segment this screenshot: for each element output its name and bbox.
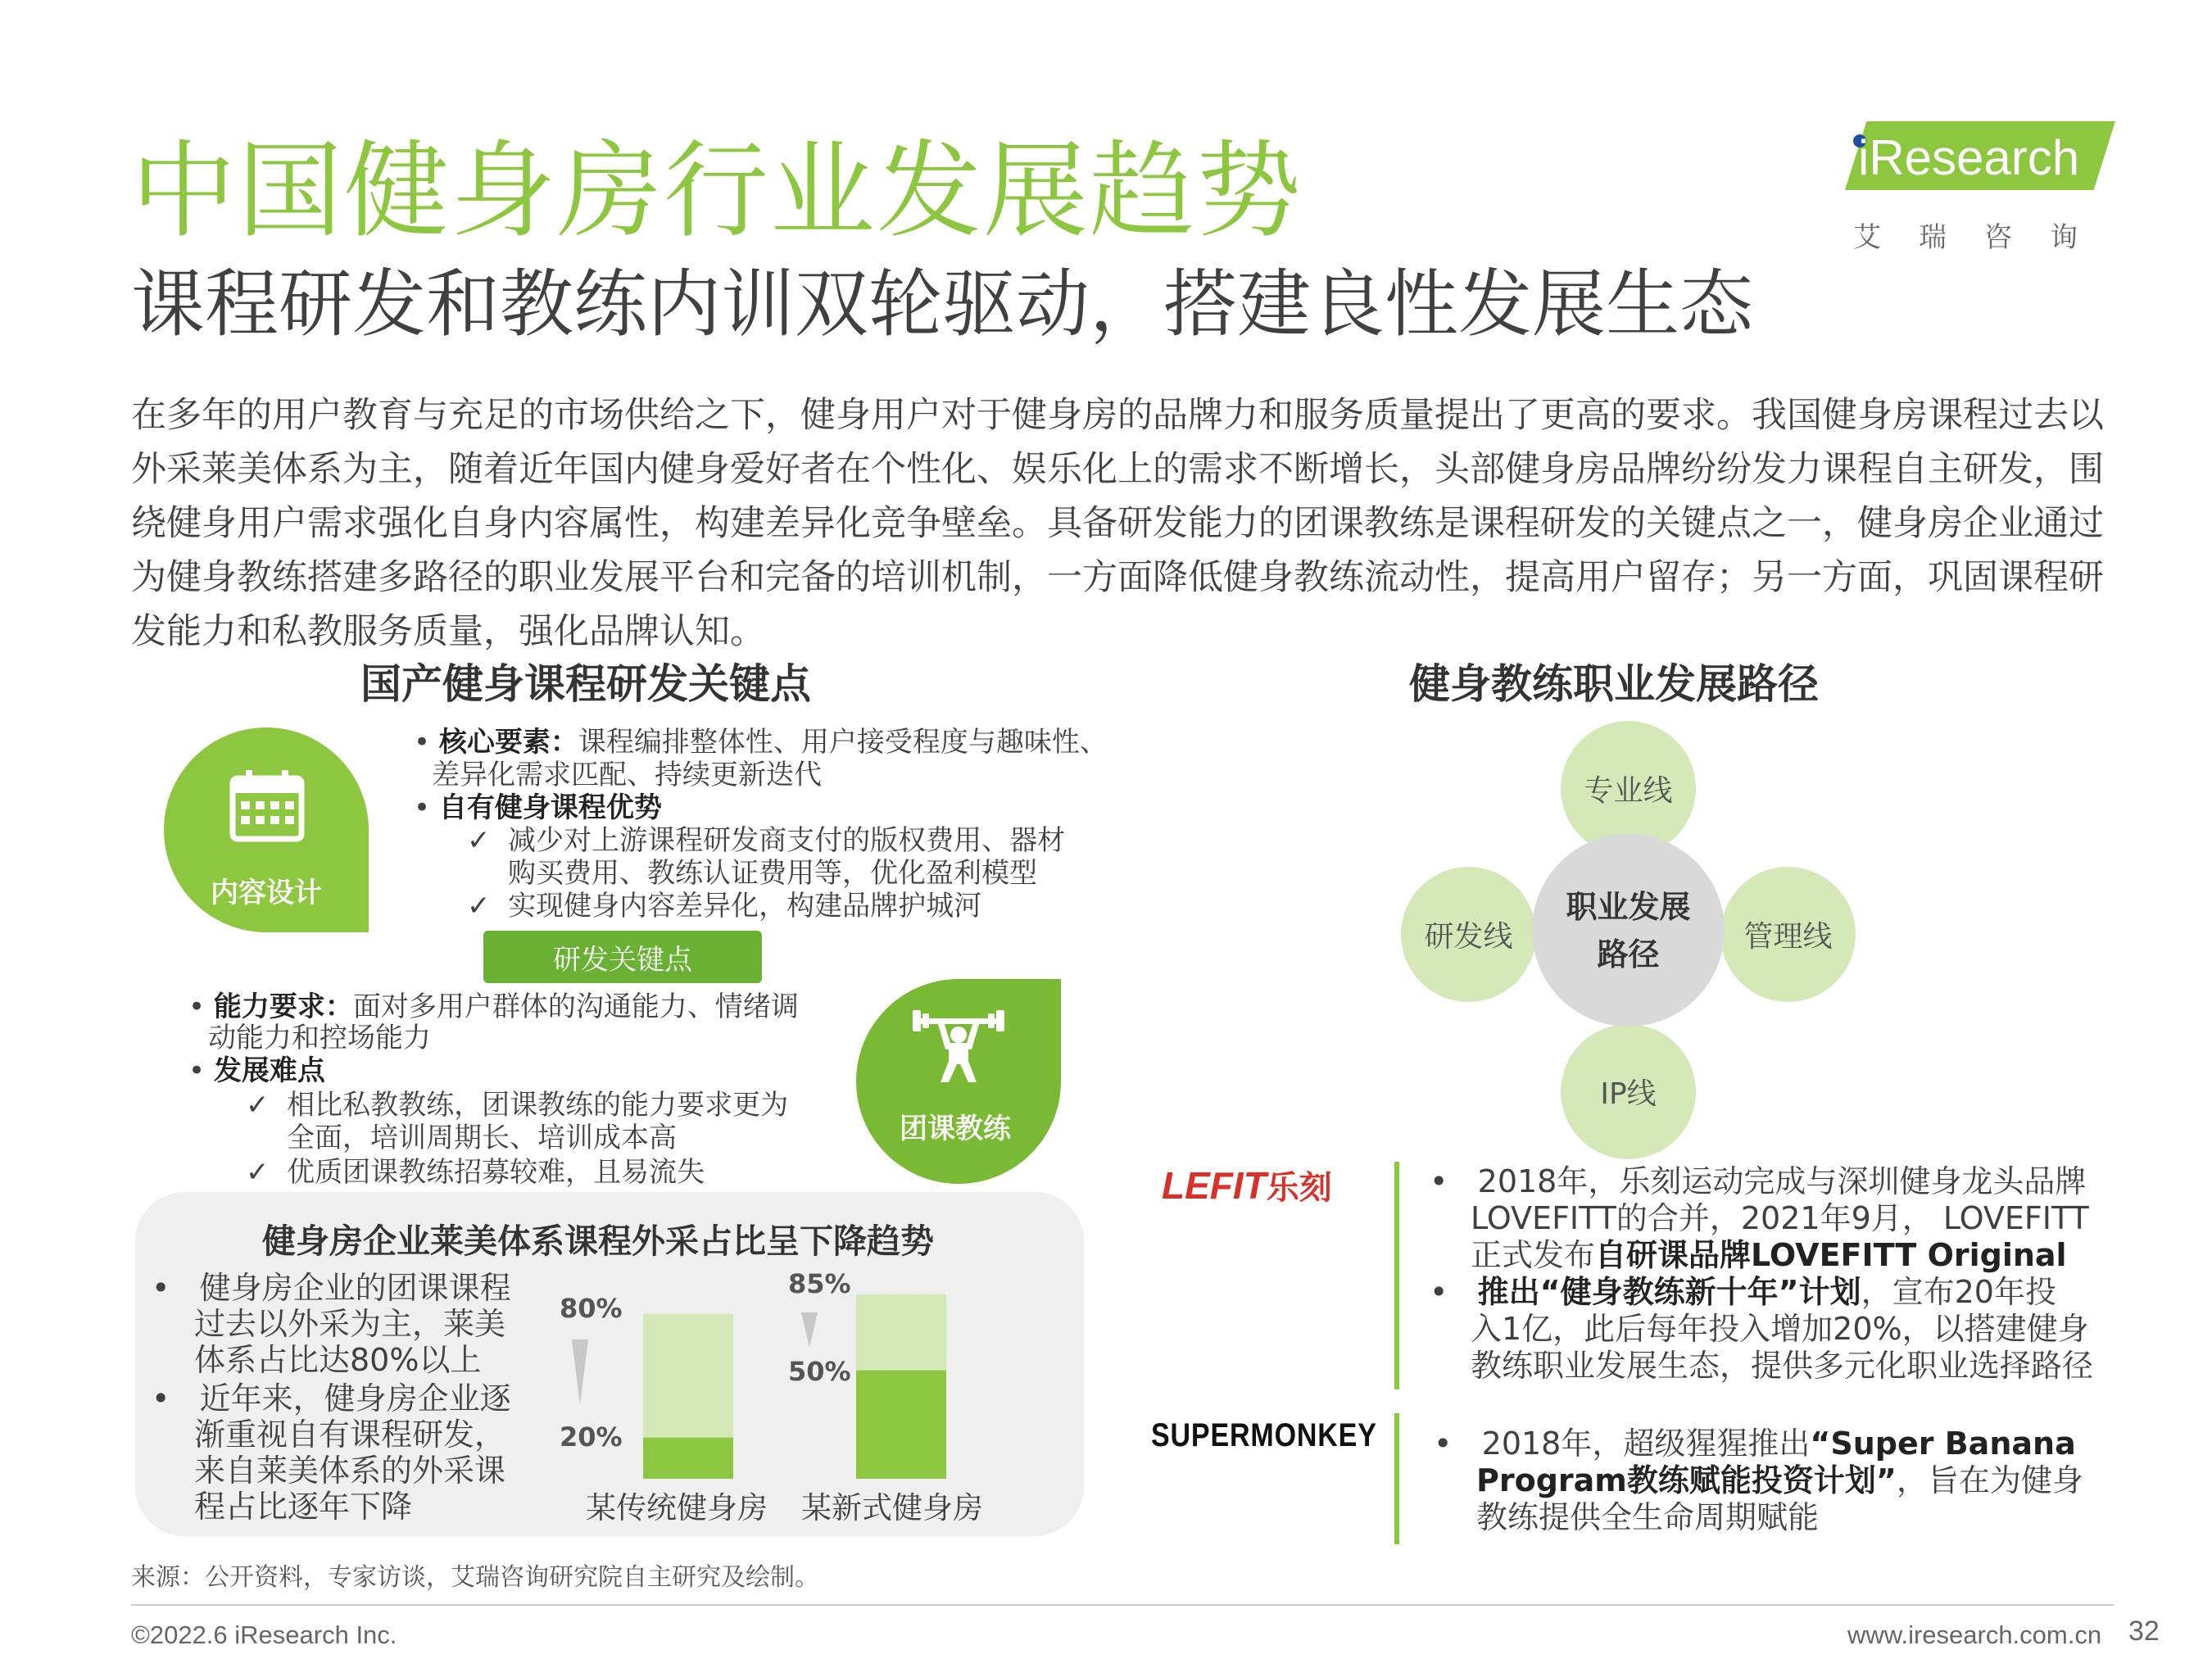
- group-coach-label: 团课教练: [900, 1113, 1011, 1145]
- new-low-label: 50%: [788, 1356, 851, 1387]
- lefit-bullet-2: • 推出“健身教练新十年”计划，宣布20年投 入1亿，此后每年投入增加20%，以搭建健身 教练职业发展生态，提供多元化职业选择路径: [1430, 1274, 2094, 1384]
- footer-divider: [131, 1604, 2114, 1606]
- content-design-label: 内容设计: [211, 877, 322, 909]
- core-elements-cont: 差异化需求匹配、持续更新迭代: [432, 759, 822, 791]
- website-link[interactable]: www.iresearch.com.cn: [1847, 1620, 2102, 1649]
- intro-paragraph: 在多年的用户教育与充足的市场供给之下，健身用户对于健身房的品牌力和服务质量提出了更高的要求。我国健身房课程过去以外采莱美体系为主，随着近年国内健身爱好者在个性化、娱乐化上的需求不断增长，头部健身房品牌纷纷发力课程自主研发，围绕健身用户需求强化自身内容属性，构建差异化竞争壁垒。具备研发能力的团课教练是课程研发的关键点之一，健身房企业通过为健身教练搭建多路径的职业发展平台和完备的培训机制，一方面降低健身教练流动性，提高用户留存；另一方面，巩固课程研发能力和私教服务质量，强化品牌认知。: [131, 395, 2104, 652]
- difficulty-1-cont: 全面，培训周期长、培训成本高: [287, 1122, 677, 1154]
- path-rnd: 研发线: [1401, 867, 1536, 1002]
- new-high-label: 85%: [788, 1268, 851, 1299]
- lefit-divider: [1394, 1162, 1399, 1389]
- left-section-title: 国产健身课程研发关键点: [360, 660, 811, 708]
- bar-traditional-outsourced-now: [643, 1438, 733, 1479]
- page-subtitle: 课程研发和教练内训双轮驱动，搭建良性发展生态: [131, 261, 1753, 347]
- path-ip: IP线: [1561, 1024, 1696, 1159]
- supermonkey-divider: [1394, 1413, 1399, 1544]
- ability-requirements: • 能力要求：面对多用户群体的沟通能力、情绪调: [188, 990, 799, 1023]
- supermonkey-bullet: • 2018年，超级猩猩推出“Super Banana Program教练赋能投资计划”，旨在为健身 教练提供全生命周期赋能: [1434, 1426, 2083, 1535]
- ability-requirements-cont: 动能力和控场能力: [208, 1022, 431, 1054]
- path-professional: 专业线: [1561, 721, 1696, 856]
- trend-bullet-1: • 健身房企业的团课课程 过去以外采为主，莱美 体系占比达80%以上: [152, 1270, 511, 1378]
- page-number: 32: [2128, 1616, 2160, 1647]
- bar-new-outsourced-now: [856, 1371, 946, 1479]
- category-traditional: 某传统健身房: [586, 1490, 768, 1525]
- lefit-logo: LEFIT乐刻: [1162, 1164, 1332, 1207]
- traditional-low-label: 20%: [560, 1421, 623, 1453]
- difficulty-1: ✓ 相比私教教练，团课教练的能力要求更为: [246, 1089, 789, 1122]
- core-elements: • 核心要素：课程编排整体性、用户接受程度与趣味性、: [414, 726, 1108, 759]
- key-points-label: 研发关键点: [483, 931, 762, 983]
- logo-chinese: 艾瑞咨询: [1853, 221, 2115, 254]
- traditional-high-label: 80%: [560, 1293, 623, 1324]
- advantage-1-cont: 购买费用、教练认证费用等，优化盈利模型: [508, 857, 1037, 890]
- path-management: 管理线: [1720, 867, 1856, 1002]
- trend-bullet-2: • 近年来，健身房企业逐 渐重视自有课程研发， 来自莱美体系的外采课 程占比逐年下降: [152, 1380, 511, 1525]
- weightlifter-icon: [909, 1004, 1008, 1086]
- lefit-bullet-1: • 2018年，乐刻运动完成与深圳健身龙头品牌 LOVEFITT的合并，2021年9月， LOVEFITT 正式发布自研课品牌LOVEFITT Original: [1430, 1163, 2089, 1273]
- own-course-advantage: • 自有健身课程优势: [414, 791, 662, 824]
- difficulty-2: ✓ 优质团课教练招募较难，且易流失: [246, 1156, 705, 1189]
- page-title: 中国健身房行业发展趋势: [131, 130, 1303, 252]
- category-new: 某新式健身房: [801, 1490, 983, 1525]
- calendar-icon: [229, 768, 305, 842]
- advantage-1: ✓ 减少对上游课程研发商支付的版权费用、器材: [467, 824, 1066, 857]
- source-note: 来源：公开资料，专家访谈，艾瑞咨询研究院自主研究及绘制。: [131, 1563, 819, 1592]
- logo-text: iResearch: [1858, 130, 2080, 185]
- down-arrow-icon: [572, 1339, 588, 1405]
- copyright: ©2022.6 iResearch Inc.: [131, 1620, 397, 1649]
- career-path-center: 职业发展 路径: [1532, 834, 1725, 1027]
- supermonkey-logo: SUPERMONKEY: [1151, 1417, 1377, 1453]
- development-difficulty: • 发展难点: [188, 1054, 325, 1087]
- right-section-title: 健身教练职业发展路径: [1409, 660, 1819, 708]
- advantage-2: ✓ 实现健身内容差异化，构建品牌护城河: [467, 890, 982, 922]
- trend-box-title: 健身房企业莱美体系课程外采占比呈下降趋势: [262, 1222, 934, 1261]
- down-arrow-icon: [801, 1312, 818, 1348]
